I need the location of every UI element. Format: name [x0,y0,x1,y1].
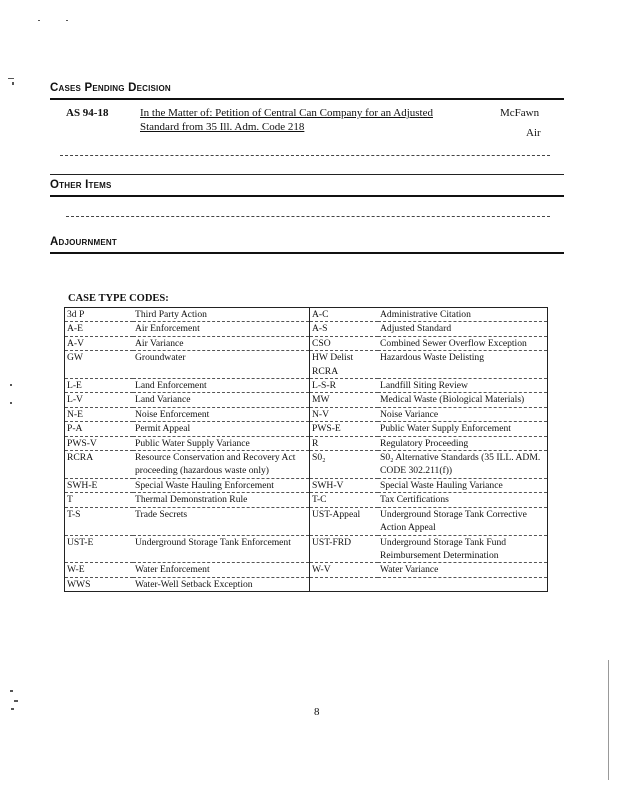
description-cell: Air Enforcement [133,322,310,336]
code-cell: GW [65,351,134,379]
description-cell: Combined Sewer Overflow Exception [378,336,548,350]
scan-speck [38,20,40,21]
code-cell: HW Delist RCRA [310,351,379,379]
code-cell: R [310,436,379,450]
description-cell: Medical Waste (Biological Materials) [378,393,548,407]
section-title-cases-pending: Cases Pending Decision [50,82,171,94]
code-cell: N-V [310,407,379,421]
description-cell: Underground Storage Tank Corrective Action Appeal [378,507,548,535]
description-cell: Water-Well Setback Exception [133,577,310,591]
code-cell: A-E [65,322,134,336]
table-row [65,535,548,563]
code-cell: W-E [65,563,134,577]
code-cell: S0₂ [310,451,379,479]
table-row [65,422,548,436]
description-cell: Air Variance [133,336,310,350]
code-cell: MW [310,393,379,407]
description-cell: Underground Storage Tank Fund Reimbursement Determination [378,535,548,563]
code-cell: L-S-R [310,379,379,393]
scan-speck [14,700,18,702]
description-cell: Public Water Supply Variance [133,436,310,450]
case-type-codes-table [64,307,548,592]
code-cell: W-V [310,563,379,577]
description-cell: Adjusted Standard [378,322,548,336]
table-row [65,336,548,350]
code-cell: PWS-E [310,422,379,436]
scan-speck [10,402,12,404]
table-row [65,351,548,379]
table-row [65,493,548,507]
other-items-divider [66,216,550,217]
scan-speck [11,708,14,710]
code-cell: SWH-E [65,478,134,492]
case-number: AS 94-18 [66,107,109,119]
code-cell: T-C [310,493,379,507]
scan-speck [12,82,14,85]
section-rule [50,252,564,254]
scan-speck [66,20,68,21]
table-row [65,563,548,577]
description-cell: Hazardous Waste Delisting [378,351,548,379]
case-type: Air [526,127,541,139]
case-type-codes-title: CASE TYPE CODES: [68,293,169,304]
code-cell: L-V [65,393,134,407]
case-member: McFawn [500,107,540,119]
description-cell: Noise Enforcement [133,407,310,421]
description-cell [378,577,548,591]
description-cell: Trade Secrets [133,507,310,535]
code-cell: T [65,493,134,507]
description-cell: S0₂ Alternative Standards (35 ILL. ADM. CODE 302.211(f)) [378,451,548,479]
description-cell: Underground Storage Tank Enforcement [133,535,310,563]
table-row [65,478,548,492]
code-cell: PWS-V [65,436,134,450]
description-cell: Land Enforcement [133,379,310,393]
code-cell: SWH-V [310,478,379,492]
table-row [65,322,548,336]
description-cell: Permit Appeal [133,422,310,436]
section-rule [50,195,564,197]
scan-speck [8,78,14,79]
code-cell: A-C [310,308,379,322]
description-cell: Public Water Supply Enforcement [378,422,548,436]
case-description [140,106,480,134]
code-cell: UST-FRD [310,535,379,563]
table-row [65,379,548,393]
description-cell: Tax Certifications [378,493,548,507]
code-cell: T-S [65,507,134,535]
case-divider [60,155,550,156]
code-cell: UST-E [65,535,134,563]
code-cell: A-V [65,336,134,350]
description-cell: Noise Variance [378,407,548,421]
section-rule [50,98,564,100]
description-cell: Water Variance [378,563,548,577]
description-cell: Land Variance [133,393,310,407]
table-row [65,393,548,407]
description-cell: Special Waste Hauling Enforcement [133,478,310,492]
code-cell: RCRA [65,451,134,479]
table-row [65,308,548,322]
section-title-adjournment: Adjournment [50,236,117,248]
table-row [65,507,548,535]
table-row [65,577,548,591]
description-cell: Third Party Action [133,308,310,322]
section-rule [50,174,564,175]
page-number: 8 [314,706,320,718]
description-cell: Water Enforcement [133,563,310,577]
description-cell: Regulatory Proceeding [378,436,548,450]
code-cell [310,577,379,591]
code-cell: 3d P [65,308,134,322]
code-cell: UST-Appeal [310,507,379,535]
scan-speck [10,384,12,386]
case-description-line: Standard from 35 Ill. Adm. Code 218 [140,121,305,133]
description-cell: Resource Conservation and Recovery Act proceeding (hazardous waste only) [133,451,310,479]
table-row [65,436,548,450]
description-cell: Landfill Siting Review [378,379,548,393]
code-cell: N-E [65,407,134,421]
code-cell: A-S [310,322,379,336]
section-title-other-items: Other Items [50,179,112,191]
case-description-line: In the Matter of: Petition of Central Can Company for an Adjusted [140,107,433,119]
description-cell: Special Waste Hauling Variance [378,478,548,492]
code-cell: P-A [65,422,134,436]
code-cell: L-E [65,379,134,393]
code-cell: WWS [65,577,134,591]
table-row [65,451,548,479]
description-cell: Thermal Demonstration Rule [133,493,310,507]
scan-speck [608,660,609,780]
description-cell: Groundwater [133,351,310,379]
scan-speck [10,690,13,692]
code-cell: CSO [310,336,379,350]
table-row [65,407,548,421]
description-cell: Administrative Citation [378,308,548,322]
